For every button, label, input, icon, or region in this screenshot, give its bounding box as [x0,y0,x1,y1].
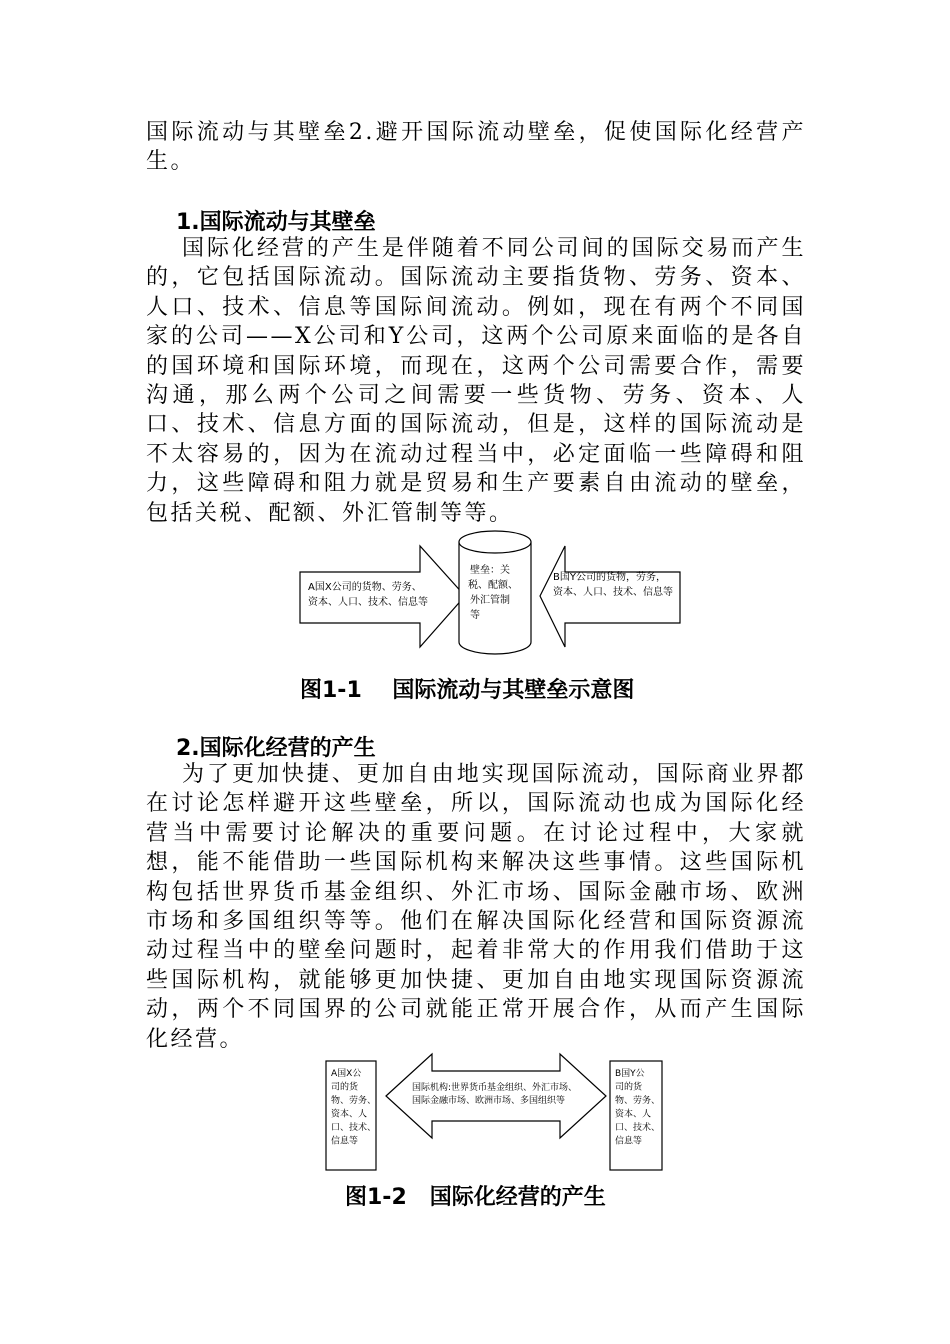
left-arrow-text-1: A国X公司的货物、劳务、 [308,582,422,593]
figure2-caption: 图1-2 国际化经营的产生 [345,1185,606,1210]
left-arrow-text-2: 资本、人口、技术、信息等 [308,597,428,608]
left-box-text-line-1: A国X公 [331,1069,362,1079]
right-box-text-line-3: 物、劳务、 [615,1096,661,1106]
arrow-text-2: 国际金融市场、欧洲市场、多国组织等 [412,1096,566,1106]
right-box-text-line-6: 信息等 [615,1136,643,1147]
cylinder-text-1: 壁垒：关 [470,565,510,576]
left-box-text-line-3: 物、劳务、 [331,1096,377,1106]
section2-paragraph: 为了更加快捷、更加自由地实现国际流动，国际商业界都在讨论怎样避开这些壁垒，所以，国际流动也成为国际化经营当中需要讨论解决的重要问题。在讨论过程中，大家就想，能不能借助一些国际机构来解决这些事情。这些国际机构包括世界货币基金组织、外汇市场、国际金融市场、欧洲市场和多国组织等等。他们在解决国际化经营和国际资源流动过程当中的壁垒问题时，起着非常大的作用我们借助于这些国际机构，就能够更加快捷、更加自由地实现国际资源流动，两个不同国界的公司就能正常开展合作，从而产生国际化经营。 [146,762,806,1052]
right-box-text-line-4: 资本、人 [615,1109,652,1120]
left-box-text-line-5: 口、技术、 [331,1123,377,1133]
barrier-cylinder [459,531,531,654]
figure1-caption: 图1-1 国际流动与其壁垒示意图 [300,678,635,703]
right-box-text-line-5: 口、技术、 [615,1123,661,1133]
section1-paragraph: 国际化经营的产生是伴随着不同公司间的国际交易而产生的，它包括国际流动。国际流动主要指货物、劳务、资本、人口、技术、信息等国际间流动。例如，现在有两个不同国家的公司——X公司和Y公司，这两个公司原来面临的是各自的国环境和国际环境，而现在，这两个公司需要合作，需要沟通，那么两个公司之间需要一些货物、劳务、资本、人口、技术、信息方面的国际流动，但是，这样的国际流动是不太容易的，因为在流动过程当中，必定面临一些障碍和阻力，这些障碍和阻力就是贸易和生产要素自由流动的壁垒，包括关税、配额、外汇管制等等。 [146,236,806,526]
cylinder-text-2: 税、配额、 [468,580,518,591]
left-box-text-line-2: 司的货 [331,1082,359,1093]
cylinder-text-3: 外汇管制 [470,595,510,606]
left-box-text-line-6: 信息等 [331,1136,359,1147]
section2-heading: 2.国际化经营的产生 [176,736,376,761]
cylinder-text-4: 等 [470,610,480,621]
figure2-diagram [320,1050,670,1175]
right-box-text-line-2: 司的货 [615,1082,643,1093]
right-arrow-text-1: B国Y公司的货物，劳务， [553,572,666,583]
intro-paragraph: 国际流动与其壁垒2.避开国际流动壁垒，促使国际化经营产生。 [146,120,806,175]
right-box-text-line-1: B国Y公 [615,1069,645,1079]
figure1-diagram [290,530,690,665]
section1-heading: 1.国际流动与其壁垒 [176,210,376,235]
right-arrow-text-2: 资本、人口、技术、信息等 [553,587,673,598]
arrow-text-1: 国际机构:世界货币基金组织、外汇市场、 [412,1083,578,1093]
left-box-text-line-4: 资本、人 [331,1109,368,1120]
